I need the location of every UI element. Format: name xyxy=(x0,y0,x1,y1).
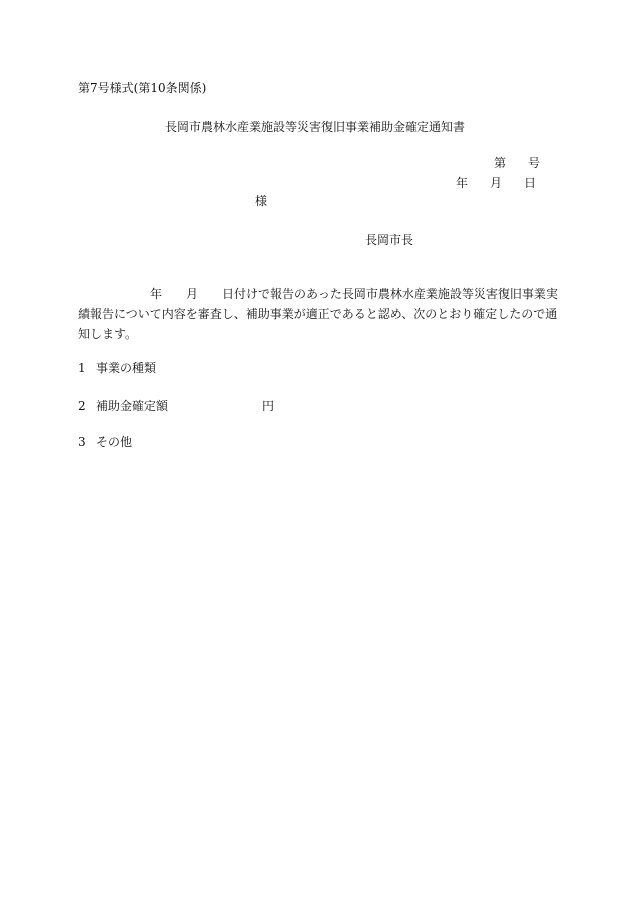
document-number xyxy=(494,155,540,171)
issue-date xyxy=(456,175,536,191)
list-item xyxy=(78,434,132,450)
document-number-suffix: 号 xyxy=(528,156,541,170)
date-month: 月 xyxy=(490,176,503,190)
body-line-1 xyxy=(78,284,558,304)
item-number: 2 xyxy=(78,399,86,413)
date-day: 日 xyxy=(524,176,537,190)
list-item xyxy=(78,360,156,376)
item-number: 3 xyxy=(78,435,86,449)
item-unit: 円 xyxy=(262,399,275,413)
list-item xyxy=(78,398,274,414)
body-line-1-rest: 日付けで報告のあった長岡市農林水産業施設等災害復旧事業実 xyxy=(222,287,558,301)
issuer-name: 長岡市長 xyxy=(365,233,414,247)
body-line-2: 績報告について内容を審査し、補助事業が適正であると認め、次のとおり確定したので通 xyxy=(78,307,558,321)
recipient-honorific: 様 xyxy=(255,194,268,208)
body-year: 年 xyxy=(150,287,163,301)
body-line-3: 知します。 xyxy=(78,327,138,341)
item-label: その他 xyxy=(96,435,133,449)
form-label: 第7号様式(第10条関係) xyxy=(78,81,207,95)
document-title: 長岡市農林水産業施設等災害復旧事業補助金確定通知書 xyxy=(164,120,465,134)
body-month: 月 xyxy=(186,287,199,301)
item-label: 補助金確定額 xyxy=(96,399,169,413)
body-paragraph xyxy=(78,284,558,344)
item-number: 1 xyxy=(78,361,86,375)
item-label: 事業の種類 xyxy=(96,361,157,375)
date-year: 年 xyxy=(456,176,469,190)
document-number-prefix: 第 xyxy=(494,156,507,170)
